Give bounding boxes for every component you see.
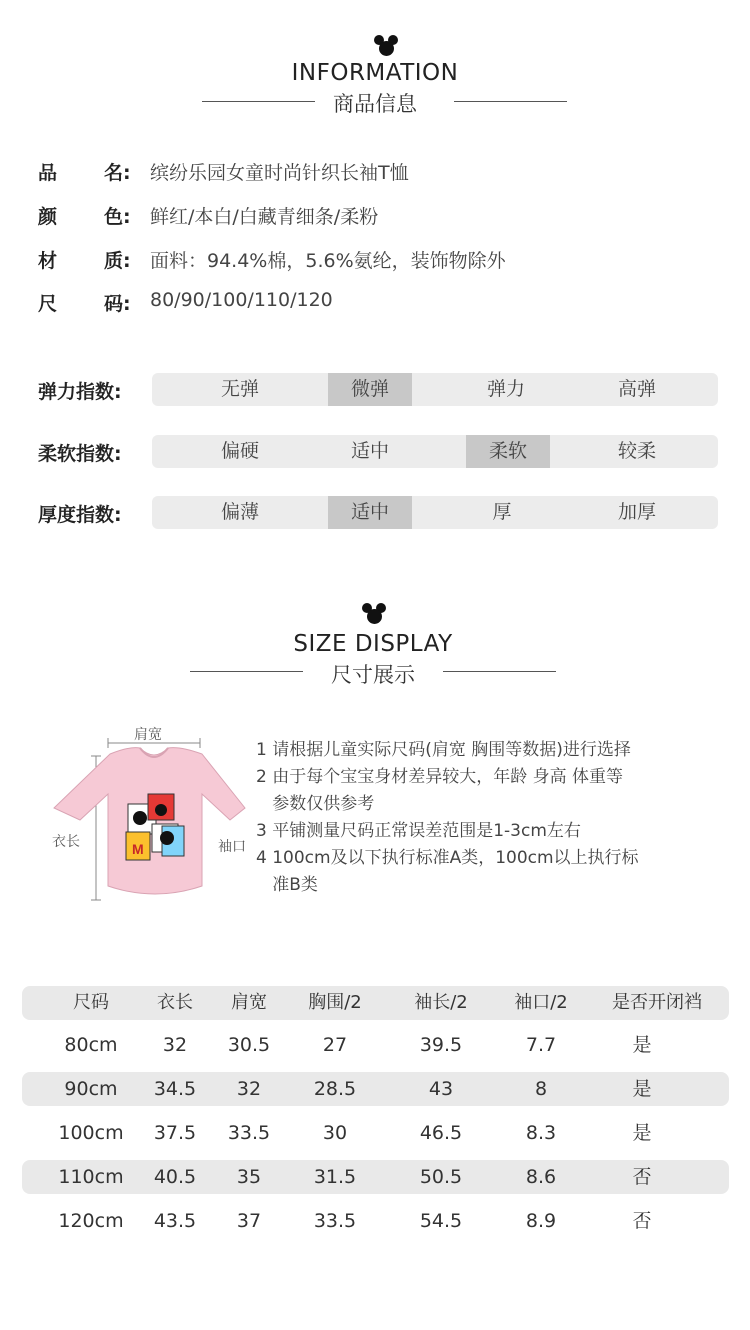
note-line: 1 请根据儿童实际尺码(肩宽 胸围等数据)进行选择 [256, 740, 631, 760]
note-line: 参数仅供参考 [256, 794, 375, 814]
table-header [22, 986, 729, 1020]
softness-option: 柔软 [466, 435, 550, 468]
note-line: 2 由于每个宝宝身材差异较大，年龄 身高 体重等 [256, 767, 624, 787]
divider-right [443, 671, 556, 672]
mouse-logo-icon [374, 35, 398, 57]
table-row: 100cm 37.5 33.5 30 46.5 8.3 是 [58, 1122, 652, 1144]
thickness-label: 厚度指数: [38, 504, 122, 526]
note-line: 4 100cm及以下执行标准A类，100cm以上执行标 [256, 848, 639, 868]
tshirt-diagram [40, 718, 260, 908]
softness-bar [152, 435, 718, 468]
table-row: 110cm 40.5 35 31.5 50.5 8.6 否 [22, 1160, 729, 1194]
info-title: INFORMATION [291, 60, 459, 86]
svg-text:M: M [132, 841, 144, 857]
elasticity-option: 弹力 [486, 378, 525, 400]
softness-option: 偏硬 [220, 440, 259, 462]
elasticity-bar [152, 373, 718, 406]
table-row: 80cm 32 30.5 27 39.5 7.7 是 [64, 1034, 652, 1056]
note-line: 3 平铺测量尺码正常误差范围是1-3cm左右 [256, 821, 581, 841]
info-subtitle: 商品信息 [333, 92, 417, 116]
header-cell: 肩宽 [231, 992, 267, 1013]
product-name: 缤纷乐园女童时尚针织长袖T恤 [150, 162, 409, 184]
table-row: 120cm 43.5 37 33.5 54.5 8.9 否 [58, 1210, 652, 1232]
length-label: 衣长 [52, 834, 80, 850]
size-notes [256, 737, 639, 899]
header-cell: 胸围/2 [308, 992, 362, 1013]
thickness-option: 加厚 [617, 501, 656, 523]
product-material: 面料：94.4%棉，5.6%氨纶，装饰物除外 [150, 250, 506, 272]
elasticity-option: 微弹 [328, 373, 412, 406]
mouse-logo-icon [362, 603, 386, 625]
shoulder-width-label: 肩宽 [134, 727, 162, 743]
table-row: 90cm 34.5 32 28.5 43 8 是 [22, 1072, 729, 1106]
divider-right [454, 101, 567, 102]
header-cell: 袖口/2 [514, 992, 568, 1013]
header-cell: 衣长 [157, 992, 193, 1013]
note-line: 准B类 [256, 875, 318, 895]
thickness-option: 适中 [328, 496, 412, 529]
size-subtitle: 尺寸展示 [331, 663, 415, 687]
elasticity-option: 高弹 [617, 378, 656, 400]
header-cell: 是否开闭裆 [612, 992, 702, 1013]
product-sizes: 80/90/100/110/120 [150, 289, 333, 311]
softness-option: 较柔 [617, 440, 656, 462]
elasticity-label: 弹力指数: [38, 381, 122, 403]
elasticity-option: 无弹 [220, 378, 259, 400]
softness-label: 柔软指数: [38, 443, 122, 465]
softness-option: 适中 [350, 440, 389, 462]
size-title: SIZE DISPLAY [293, 631, 453, 657]
cuff-label: 袖口 [218, 839, 246, 855]
thickness-option: 厚 [492, 501, 512, 523]
thickness-bar [152, 496, 718, 529]
header-cell: 袖长/2 [414, 992, 468, 1013]
thickness-option: 偏薄 [220, 501, 259, 523]
header-cell: 尺码 [73, 992, 109, 1013]
product-colors: 鲜红/本白/白藏青细条/柔粉 [150, 206, 379, 228]
